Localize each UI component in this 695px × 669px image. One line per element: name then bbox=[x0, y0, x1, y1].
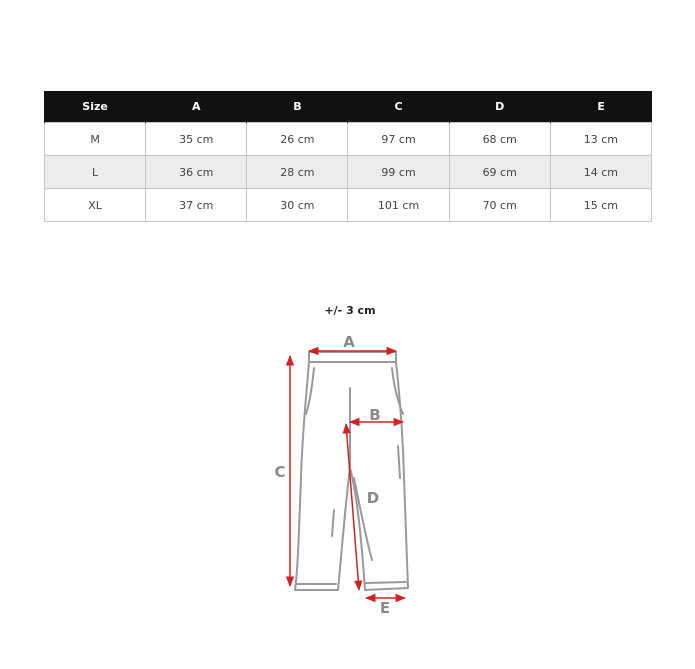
measurement-cell: 68 cm bbox=[449, 123, 550, 156]
measurement-cell: 99 cm bbox=[348, 156, 449, 189]
header-d: D bbox=[449, 91, 550, 123]
header-c: C bbox=[348, 91, 449, 123]
label-e: E bbox=[379, 599, 391, 617]
table-row bbox=[45, 156, 652, 189]
measurement-cell: 13 cm bbox=[550, 123, 651, 156]
label-c: C bbox=[274, 463, 286, 481]
measurement-cell: 101 cm bbox=[348, 189, 449, 222]
table-row bbox=[45, 123, 652, 156]
pants-outline bbox=[295, 352, 408, 590]
tolerance-note: +/- 3 cm bbox=[324, 304, 376, 317]
measurement-cell: 69 cm bbox=[449, 156, 550, 189]
size-cell: L bbox=[45, 156, 146, 189]
table-row bbox=[45, 189, 652, 222]
left-crease bbox=[332, 510, 334, 536]
right-crease bbox=[398, 446, 400, 478]
pants-measurement-diagram bbox=[262, 328, 432, 624]
size-chart-table bbox=[44, 91, 652, 222]
header-size: Size bbox=[45, 91, 146, 123]
header-a: A bbox=[146, 91, 247, 123]
size-cell: XL bbox=[45, 189, 146, 222]
label-a: A bbox=[343, 333, 355, 351]
measurement-cell: 37 cm bbox=[146, 189, 247, 222]
label-b: B bbox=[369, 406, 381, 424]
measurement-cell: 97 cm bbox=[348, 123, 449, 156]
label-d: D bbox=[366, 489, 380, 507]
measurement-cell: 26 cm bbox=[247, 123, 348, 156]
right-hem bbox=[366, 582, 406, 583]
table-header-row bbox=[45, 91, 652, 123]
measurement-cell: 28 cm bbox=[247, 156, 348, 189]
size-cell: M bbox=[45, 123, 146, 156]
measurement-cell: 14 cm bbox=[550, 156, 651, 189]
header-b: B bbox=[247, 91, 348, 123]
measurement-cell: 70 cm bbox=[449, 189, 550, 222]
left-leg-outline bbox=[295, 362, 350, 590]
measurement-cell: 35 cm bbox=[146, 123, 247, 156]
measurement-cell: 15 cm bbox=[550, 189, 651, 222]
header-e: E bbox=[550, 91, 651, 123]
waistband bbox=[309, 352, 396, 362]
measurement-cell: 36 cm bbox=[146, 156, 247, 189]
measurement-cell: 30 cm bbox=[247, 189, 348, 222]
